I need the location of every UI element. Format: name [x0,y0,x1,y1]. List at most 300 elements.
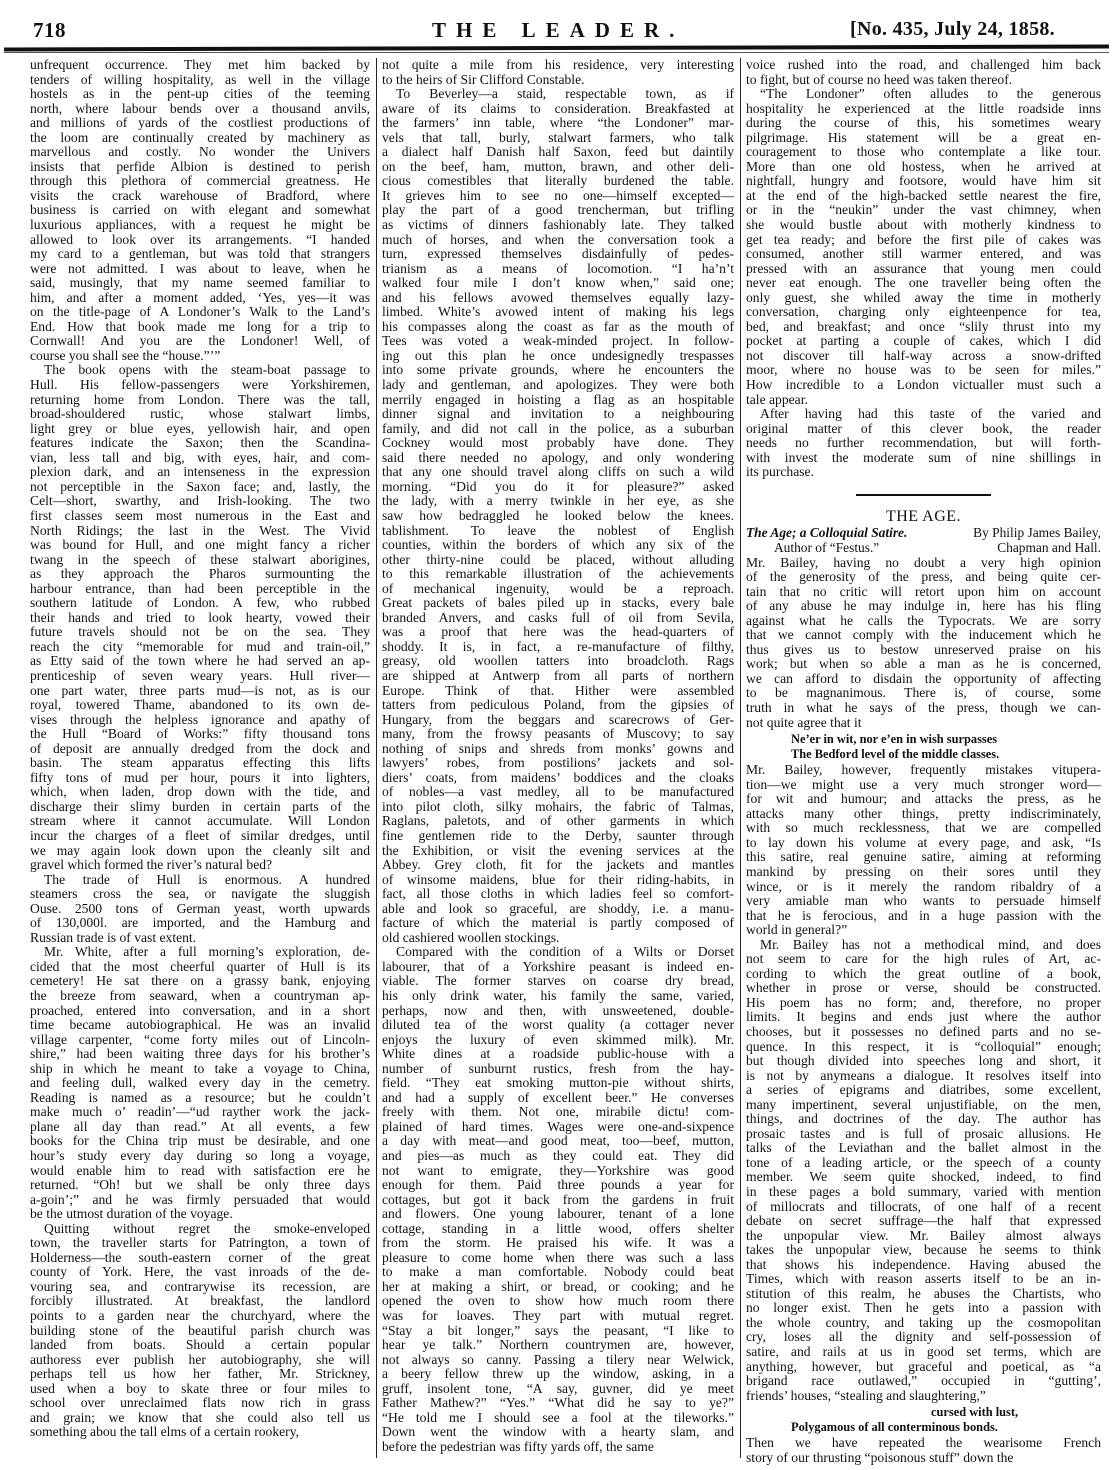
text-line: cious comestibles that literally burdened the table. [382,173,734,189]
section-divider [856,494,991,496]
text-line: debate on secret suffrage—the half that expressed [746,1213,1101,1229]
review-body-2 [746,763,1101,1403]
text-line: his only drink water, his family the same, varied, [382,988,734,1003]
text-line: the unpopular view. Mr. Bailey almost always [746,1227,1101,1243]
text-line: business is carried on with elegant and somewhat [30,202,370,218]
text-line: through this plethora of commercial greatness. He [30,173,370,189]
text-line: of millocrats and tillocrats, of one half of a recent [746,1198,1101,1214]
verse-line: The Bedford level of the middle classes. [791,746,1000,761]
text-line: morning. “Did you do it for pleasure?” asked [382,478,734,494]
text-line: be the utmost duration of the voyage. [30,1206,233,1222]
text-line: not discover till half-way across a snow-drifted [746,347,1101,363]
text-line: tatters from pediculous Poland, from the gipsies of [382,697,734,713]
text-line: was a proof that here was the head-quarters of [382,624,734,640]
text-line: course you shall see the “house.”’” [30,347,221,363]
text-line: she would bustle about with motherly kindness to [746,217,1101,233]
text-line: play the part of a good trencherman, but trifling [382,202,734,218]
text-line: of nobles—a vast medley, all to be manufactured [382,784,734,800]
article-column-1 [30,58,370,1440]
text-line: first classes seem most numerous in the East and [30,507,370,523]
text-line: tale appear. [746,391,808,407]
paragraph [746,87,1101,407]
text-line: stream where it cannot accumulate. Will London [30,813,370,829]
text-line: that we cannot comply with the inducement which he [746,627,1101,643]
text-line: luxurious appliances, with a request he might be [30,217,370,233]
masthead-rule [4,45,1109,52]
text-line: tablishment. To leave the noblest of English [382,522,734,538]
verse-quote-1 [746,732,1101,761]
text-line: Times, which with reason asserts itself to be an in- [746,1271,1101,1287]
text-line: but though divided into speeches long and short, it [746,1053,1101,1069]
text-line: his compasses along the coast as far as the mouth of [382,318,734,334]
text-line: shoddy. It is, in fact, a re-manufacture of filthy, [382,638,734,654]
text-line: tenders of willing hospitality, as well in the village [30,71,370,87]
text-line: attacks many other things, pretty indiscriminately, [746,805,1101,821]
text-line: incur the charges of a fleet of similar dredges, until [30,827,370,843]
text-line: nightfall, hungry and footsore, would have him sit [746,173,1101,189]
text-line: talks of the Leviathan and the ballet almost in the [746,1140,1101,1156]
text-line: used when a boy to skate three or four miles to [30,1380,370,1396]
text-line: town, the traveller starts for Patrington, a town of [30,1235,370,1251]
text-line: before the pedestrian was fifty yards off, the same [382,1438,654,1454]
text-line: “He told me I should see a fool at the tileworks.” [382,1409,734,1425]
text-line: were not admitted. I was about to leave, when he [30,260,370,276]
text-line: a dialect half Danish half Saxon, feed but daintily [382,144,734,160]
paragraph [30,58,370,363]
text-line: Ouse. 2500 tons of German yeast, worth upwards [30,900,370,916]
text-line: cry, loses all the dignity and self-possession of [746,1329,1101,1345]
text-line: couragement to those who contemplate a like tour. [746,144,1101,160]
text-line: north, where labour bends over a thousand anvils, [30,100,370,116]
text-line: anything, however, but graceful and poetical, as “a [746,1358,1101,1374]
text-line: not want to emigrate, they—Yorkshire was good [382,1162,734,1178]
text-line: many, from the frowsy peasants of Muscovy; to say [382,726,734,742]
text-line: fine gentlemen ride to the Derby, saunter through [382,827,734,843]
text-line: never eat enough. The one traveller being often the [746,275,1101,291]
text-line: freely with them. Not one, mirabile dictu! com- [382,1104,734,1120]
masthead [0,18,1115,40]
publisher: Chapman and Hall. [997,539,1101,555]
text-line: Cockney would most probably have done. They [382,435,734,451]
text-line: ing out this plan he once undesignedly trespasses [382,347,734,363]
text-line: and flowers. One young labourer, tenant of a lone [382,1206,734,1222]
text-line: Then we have repeated the wearisome French [746,1435,1101,1451]
text-line: cording to which the great outline of a book, [746,965,1101,981]
text-line: pocket at parting a couple of cakes, which I did [746,333,1101,349]
text-line: pressed with an assurance that young men could [746,260,1101,276]
text-line: the farmers’ inn table, where “the Londoner” mar- [382,115,734,131]
column-divider [376,58,377,1458]
text-line: opened the oven to show how much room there [382,1293,734,1309]
text-line: plained of hard times. Wages were one-and-sixpence [382,1118,734,1134]
text-line: in these pages a bold summary, varied with mention [746,1184,1101,1200]
text-line: Mr. Bailey, however, frequently mistakes vitupera- [746,762,1101,778]
text-line: not quite a mile from his residence, very interesting [382,57,734,72]
text-line: lady and gentleman, and apologizes. They were both [382,377,734,393]
text-line: not always so canny. Passing a tilery near Welwick, [382,1351,734,1367]
text-line: The book opens with the steam-boat passage to [44,362,370,378]
text-line: limits. It begins and ends just where the author [746,1009,1101,1025]
text-line: bed, and breakfast; and once “slily thrust into my [746,318,1101,334]
text-line: of the generosity of the press, and being quite cer- [746,569,1101,585]
text-line: labourer, that of a Yorkshire peasant is indeed en- [382,958,734,974]
text-line: branded Anvers, and casks full of oil from Sevila, [382,609,734,625]
text-line: tone of a leading article, or the speech of a county [746,1154,1101,1170]
page-number: 718 [33,18,66,42]
text-line: against what he calls the Typocrats. We are sorry [746,612,1101,628]
text-line: chooses, but it possesses no defined parts and no se- [746,1024,1101,1039]
text-line: How incredible to a London victualler must such a [746,377,1101,393]
text-line: or in the “neukin” under the vast chimney, when [746,202,1101,218]
text-line: Hull. His fellow-passengers were Yorkshiremen, [30,377,370,393]
text-line: books for the China trip must be desirable, and one [30,1133,370,1149]
text-line: for wit and humour; and attacks the press, as he [746,791,1101,807]
text-line: hear ye talk.” Northern countrymen are, however, [382,1337,734,1353]
text-line: the loom are continually created by machinery as [30,129,370,145]
text-line: whether in prose or verse, should be constructed. [746,980,1101,996]
text-line: we may again look down upon the cleanly silt and [30,842,370,858]
text-line: plexion dark, and an intenseness in the expression [30,464,370,480]
text-line: reach the city “memorable for mud and train-oil,” [30,638,370,654]
text-line: pilgrimage. His statement will be a great en- [746,129,1101,145]
text-line: The trade of Hull is enormous. A hundred [44,871,370,887]
text-line: landed from boats. Should a certain popular [30,1337,370,1353]
text-line: lawyers’ robes, from postilions’ jackets and sol- [382,755,734,771]
text-line: from the storm. He praised his wife. It was a [382,1235,734,1251]
text-line: perhaps, now and then, with unsweetened, double- [382,1002,734,1018]
text-line: only guest, she whiled away the time in motherly [746,289,1101,305]
text-line: and millions of yards of the costliest productions of [30,115,370,131]
text-line: number of sunburnt rustics, fresh from the hay- [382,1060,734,1076]
text-line: To Beverley—a staid, respectable town, as if [396,86,734,102]
text-line: the whole country, and taking up the cosmopolitan [746,1314,1101,1330]
verse-quote-2 [746,1405,1101,1434]
text-line: authoress ever publish her autobiography, she will [30,1351,370,1367]
text-line: friends’ houses, “stealing and slaughtering,” [746,1387,986,1403]
text-line: that he is ferocious, and in a huge passion with the [746,907,1101,923]
text-line: End. How that book made me long for a trip to [30,318,370,334]
text-line: very amiable man who wants to persuade himself [746,893,1101,909]
book-byline-2 [746,541,1101,556]
text-line: that shows his independence. Having abused the [746,1256,1101,1272]
text-line: takes the unpopular view, because he seems to think [746,1242,1101,1258]
text-line: as Etty said of the town where he had served an ap- [30,653,370,669]
text-line: to make a man comfortable. Nobody could beat [382,1264,734,1280]
text-line: consumed, another still warmer entered, and was [746,246,1101,262]
text-line: many impertinent, several unjustifiable, on the men, [746,1096,1101,1112]
text-line: things, and doctrines of the day. The author has [746,1111,1101,1127]
text-line: Europe. Think of that. Hither were assembled [382,682,734,698]
text-line: said there needed no apology, and only wondering [382,449,734,465]
text-line: tain that no critic will retort upon him on account [746,583,1101,599]
text-line: we can afford to disdain the opportunity of affecting [746,670,1101,686]
text-line: merrily engaged in hoisting a flag as an hospitable [382,391,734,407]
text-line: proached, entered into conversation, and in a short [30,1002,370,1018]
text-line: this satire, real genuine satire, aiming at reforming [746,849,1101,865]
text-line: Quitting without regret the smoke-enveloped [44,1220,370,1236]
text-line: hospitality he experienced at the little roadside inns [746,100,1101,116]
text-line: and feeling dull, walked every day in the cemetry. [30,1075,370,1091]
text-line: harbour entrance, than had been perceptible in the [30,580,370,596]
text-line: and pies—as much as they could eat. They did [382,1148,734,1164]
paragraph [746,1436,1101,1465]
text-line: It grieves him to see no one—himself excepted— [382,187,734,203]
text-line: during the course of this, his sometimes weary [746,115,1101,131]
text-line: her at making a shirt, or bread, or cooking; and he [382,1278,734,1294]
text-line: aware of its claims to consideration. Breakfasted at [382,100,734,116]
text-line: allowed to look over its arrangements. “I handed [30,231,370,247]
section-title: THE AGE. [885,507,962,525]
text-line: him, and after a moment added, ‘Yes, yes—it was [30,289,370,305]
text-line: old cashiered woollen stockings. [382,929,560,945]
text-line: ship in which he meant to take a voyage to China, [30,1060,370,1076]
text-line: twang in the speech of these stalwart aborigines, [30,551,370,567]
text-line: Russian trade is of vast extent. [30,929,197,945]
text-line: Father Mathew?” “Yes.” “What did he say to ye?” [382,1395,734,1411]
text-line: not quite agree that it [746,714,862,730]
text-line: no longer exist. Then he gets into a passion with [746,1300,1101,1316]
text-line: with so much recklessness, that we are compelled [746,820,1101,836]
text-line: enough for them. Paid three pounds a year for [382,1177,734,1193]
text-line: a-goin’;” and he was firmly persuaded that would [30,1191,370,1207]
paragraph [382,87,734,945]
paragraph [746,58,1101,87]
text-line: Reading is named as a resource; but he couldn’t [30,1089,370,1105]
newspaper-title: THE LEADER. [432,18,685,42]
text-line: Tees was voted a weak-minded project. In follow- [382,333,734,349]
text-line: on the beef, ham, mutton, brawn, and other deli- [382,158,734,174]
text-line: field. “They eat smoking mutton-pie without shirts, [382,1075,734,1091]
text-line: vels that tall, burly, stalwart farmers, who talk [382,129,734,145]
text-line: not perceptible in the Saxon face; and, lastly, the [30,478,370,494]
text-line: greasy, old woollen tatters into broadcloth. Rags [382,653,734,669]
text-line: features indicate the Saxon; then the Scandina- [30,435,370,451]
text-line: of deposit are annually dredged from the dock and [30,740,370,756]
text-line: get tea ready; and before the first pile of cakes was [746,231,1101,247]
text-line: voice rushed into the road, and challenged him back [746,57,1101,72]
text-line: the Hull “Board of Works:” fifty thousand tons [30,726,370,742]
text-line: After having had this taste of the varied and [760,406,1101,422]
text-line: facture of which the material is partly composed of [382,915,734,931]
text-line: prosaic tastes and is full of prosaic allusions. He [746,1125,1101,1141]
text-line: dinner signal and invitation to a neighbouring [382,406,734,422]
text-line: cemetery! He sat there on a grassy bank, enjoying [30,973,370,989]
text-line: into some private grounds, where he encounters the [382,362,734,378]
text-line: of mechanical ingenuity, would be a reproach. [382,580,734,596]
text-line: nothing of snips and shreds from monks’ gowns and [382,740,734,756]
text-line: Great packets of bales piled up in stacks, every bale [382,595,734,611]
paragraph [746,556,1101,731]
text-line: the Exhibition, or visit the evening services at the [382,842,734,858]
text-line: story of our thrusting “poisonous stuff” down the [746,1449,1014,1465]
text-line: light grey or blue eyes, yellowish hair, and open [30,420,370,436]
text-line: one part water, three parts mud—is not, as is our [30,682,370,698]
text-line: tion—we might use a very much stronger word— [746,776,1101,792]
paragraph [30,873,370,946]
text-line: Celt—short, swarthy, and Irish-looking. The two [30,493,370,509]
text-line: to this remarkable illustration of the achievements [382,566,734,582]
text-line: turn, expressed themselves disdainfully of pedes- [382,246,734,262]
text-line: truth in what he says of the press, though we can- [746,699,1101,715]
text-line: unfrequent occurrence. They met him backed by [30,57,370,72]
text-line: returning home from London. There was the tall, [30,391,370,407]
text-line: as they approach the Pharos surmounting the [30,566,370,582]
text-line: stitution of this realm, he abuses the Chartists, who [746,1285,1101,1301]
review-body-1 [746,556,1101,731]
text-line: prenticeship of seven weary years. Hull river— [30,667,370,683]
text-line: cottage, standing in a little wood, offers shelter [382,1220,734,1236]
text-line: forcibly illustrated. At breakfast, the landlord [30,1293,370,1309]
book-author: By Philip James Bailey, [973,525,1101,541]
paragraph [382,58,734,87]
text-line: of any abuse he may indulge in, here has his fling [746,598,1101,614]
text-line: fact, all those cloths in which ladies feel so comfort- [382,886,734,902]
text-line: its purchase. [746,464,814,480]
text-line: and had a supply of excellent beer.” He converses [382,1089,734,1105]
text-line: Mr. White, after a full morning’s exploration, de- [44,944,370,960]
text-line: gravel which formed the river’s natural bed? [30,857,273,873]
text-line: broad-shouldered rustic, whose stalwart limbs, [30,406,370,422]
text-line: counties, within the borders of which any six of the [382,537,734,553]
text-line: was bound for Hull, and one might fancy a richer [30,537,370,553]
text-line: cottages, but got it back from the gardens in fruit [382,1191,734,1207]
text-line: family, and did not call in the police, as a suburban [382,420,734,436]
text-line: basin. The steam apparatus effecting this lifts [30,755,370,771]
text-line: viable. The former starves on coarse dry bread, [382,973,734,989]
issue-date: [No. 435, July 24, 1858. [850,18,1055,40]
masthead-rule-thin [4,52,1109,53]
text-line: gruff, insolent tone, “A say, guvner, did ye meet [382,1380,734,1396]
text-line: a beery fellow threw up the window, asking, in a [382,1366,734,1382]
text-line: village carpenter, “come forty miles out of Lincoln- [30,1031,370,1047]
text-line: shire,” had been waiting three days for his brother’s [30,1046,370,1062]
text-line: world in general?” [746,922,848,938]
text-line: walked four mile I don’t know when,” said one; [382,275,734,291]
paragraph [30,945,370,1221]
text-line: of winsome maidens, blue for their riding-habits, in [382,871,734,887]
column-divider [740,58,741,1458]
text-line: their hands and tried to look hearty, vowed their [30,609,370,625]
text-line: Hungary, from the beggars and scarecrows of Ger- [382,711,734,727]
verse-line: Ne’er in wit, nor e’en in wish surpasses [791,732,998,747]
text-line: a series of epigrams and diatribes, some excellent, [746,1082,1101,1098]
text-line: Down went the window with a hearty slam, and [382,1424,734,1440]
text-line: fifty tons of mud per hour, pours it into lighters, [30,769,370,785]
text-line: quence. In this respect, it is “colloquial” enough; [746,1038,1101,1054]
text-line: county of York. Here, the vast inroads of the de- [30,1264,370,1280]
text-line: diluted tea of the worst quality (a cottager never [382,1017,734,1033]
paragraph [746,938,1101,1404]
paragraph [30,363,370,872]
text-line: insists that perfide Albion is destined to perish [30,158,370,174]
text-line: not seem to care for the high rules of Art, ac- [746,951,1101,967]
paragraph [382,945,734,1454]
text-line: wince, or is it merely the random ribaldry of a [746,878,1101,894]
text-line: plane all day than read.” At all events, a few [30,1118,370,1134]
text-line: would enable him to read with satisfaction ere he [30,1162,370,1178]
closing-review-text [746,58,1101,480]
text-line: building stone of the beautiful parish church was [30,1322,370,1338]
text-line: time became autobiographical. He was an invalid [30,1017,370,1033]
text-line: to fight, but of course no heed was taken thereof. [746,71,1013,87]
text-line: “Stay a bit longer,” says the peasant, “I like to [382,1322,734,1338]
text-line: the breeze from seaward, when a countryman ap- [30,988,370,1003]
text-line: member. We seem quite shocked, indeed, to find [746,1169,1101,1185]
text-line: visits the crack warehouse of Bradford, where [30,187,370,203]
text-line: limbed. White’s avowed intent of making his legs [382,304,734,320]
text-line: future travels should not be on the sea. They [30,624,370,640]
text-line: moor, where no house was to be seen for miles.” [746,362,1101,378]
text-line: thus gives us to bestow unreserved praise on his [746,641,1101,657]
text-line: to the heirs of Sir Clifford Constable. [382,71,585,87]
text-line: is not by anymeans a dialogue. It resolves itself into [746,1067,1101,1083]
text-line: mankind by pressing on their sores until they [746,863,1101,879]
text-line: More than one old hostess, when he arrived at [746,158,1101,174]
text-line: perhaps tell us how her father, Mr. Strickney, [30,1366,370,1382]
text-line: hour’s study every day during so long a voyage, [30,1148,370,1164]
text-line: of 130,000l. are imported, and the Hamburg and [30,915,370,931]
text-line: school over unreclaimed flats now rich in grass [30,1395,370,1411]
text-line: vian, less tall and big, with eyes, hair, and com- [30,449,370,465]
paragraph [746,407,1101,480]
text-line: which, when laden, drop down with the tide, and [30,784,370,800]
text-line: said, musingly, that my name seemed familiar to [30,275,370,291]
text-line: North Ridings; the last in the West. The Vivid [30,522,370,538]
text-line: on the title-page of A Londoner’s Walk to the Land’s [30,304,370,320]
text-line: to be magnanimous. There is, of course, some [746,685,1101,701]
text-line: work; but when so able a man as he is concerned, [746,656,1101,672]
text-line: make much o’ readin’—“ud rayther work the jack- [30,1104,370,1120]
text-line: returned. “Oh! but we shall be only three days [30,1177,370,1193]
text-line: cided that the most cheerful quarter of Hull is its [30,958,370,974]
text-line: that any one should travel along cliffs on such a wild [382,464,734,480]
text-line: was for loaves. They part with mutual regret. [382,1308,734,1324]
text-line: vises through the helpless ignorance and apathy of [30,711,370,727]
review-body-3 [746,1436,1101,1465]
text-line: pleasure to come home when there was such a lass [382,1249,734,1265]
book-byline [746,526,1101,541]
text-line: as victims of dinners fashionably late. They talked [382,217,734,233]
text-line: White dines at a roadside public-house with a [382,1046,734,1062]
paragraph [30,1222,370,1440]
text-line: something abou the tall elms of a certain rookery, [30,1424,300,1440]
text-line: conversation, charging only eighteenpence for tea, [746,304,1101,320]
text-line: trianism as a means of locomotion. “I ha’n’t [382,260,734,276]
text-line: saw how bedraggled he looked below the knees. [382,507,734,523]
text-line: much of horses, and when the conversation took a [382,231,734,247]
text-line: needs no further recommendation, but will forth- [746,435,1101,451]
text-line: Cornwall! And you are the Londoner! Well, of [30,333,370,349]
text-line: steamers cross the sea, or navigate the sluggish [30,886,370,902]
paragraph [746,763,1101,938]
text-line: my card to a gentleman, but was told that strangers [30,246,370,262]
text-line: the lady, with a merry twinkle in her eye, as she [382,493,734,509]
text-line: and his fellows avowed themselves equally lazy- [382,289,734,305]
article-column-2 [382,58,734,1455]
text-line: marvellous and costly. No wonder the Univers [30,144,370,160]
text-line: Mr. Bailey has not a methodical mind, and does [760,936,1101,952]
text-line: Abbey. Grey cloth, fit for the jackets and mantles [382,857,734,873]
text-line: discharge their slimy burden in certain parts of the [30,798,370,814]
text-line: at the end of the high-backed settle nearest the fire, [746,187,1101,203]
text-line: vouring sea, and contrarywise its recession, are [30,1278,370,1294]
book-title: The Age; a Colloquial Satire. [746,525,908,541]
text-line: Raglans, paletots, and of other garments in which [382,813,734,829]
text-line: and grain; we know that she could also tell us [30,1409,370,1425]
text-line: with invest the moderate sum of nine shillings in [746,449,1101,465]
article-column-3 [746,58,1101,1465]
text-line: to lay down his volume at every page, and ask, “Is [746,834,1101,850]
